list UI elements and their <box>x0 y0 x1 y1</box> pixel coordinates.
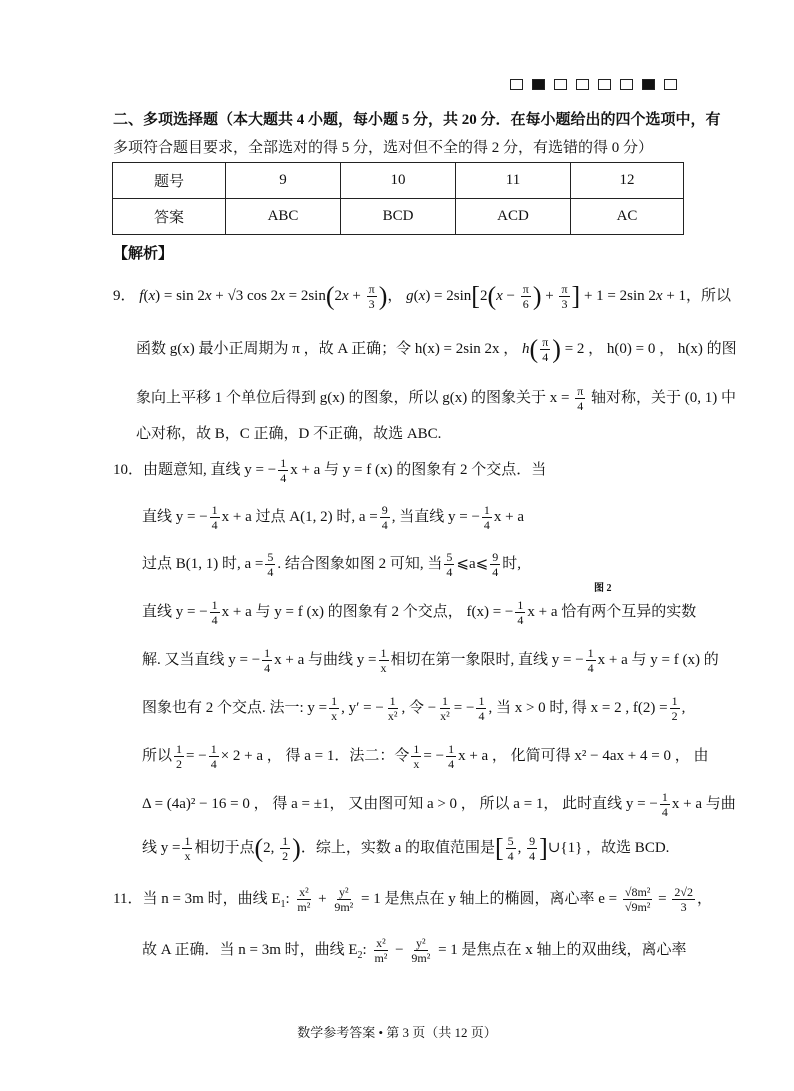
q10-line8: Δ = (4a)² − 16 = 0 ， 得 a = ±1， 又由图可知 a > 0 ， 所以 a = 1， 此时直线 y = − $\frac{1}{4}$ x + a 与曲 <box>142 790 736 819</box>
question-number: 11 <box>456 163 571 199</box>
q10-line7: 所以 $\frac{1}{2}$ = − $\frac{1}{4}$ × 2 + a ， 得 a = 1．法二：令 $\frac{1}{x}$ = − $\frac{1}{4}$ x + a ， 化简可得 x² − 4ax + 4 = 0 ， 由 <box>142 742 709 771</box>
question-number: 10 <box>341 163 456 199</box>
page-marker <box>664 79 677 90</box>
row-label: 题号 <box>113 163 226 199</box>
q11-line2: 故 A 正确．当 n = 3m 时，曲线 $E_2$: $\frac{\text{x²}}{\text{m²}}$ − $\frac{\text{y²}}{\text{9m²}}$ = 1 是焦点在 x 轴上的双曲线，离心率 <box>142 936 687 965</box>
q9-line3: 象向上平移 1 个单位后得到 g(x) 的图象，所以 g(x) 的图象关于 x = $\frac{\pi}{4}$ 轴对称，关于 (0, 1) 中 <box>136 384 737 413</box>
q10-line5: 解. 又当直线 y = − $\frac{1}{4}$ x + a 与曲线 y = $\frac{1}{x}$ 相切在第一象限时, 直线 y = − $\frac{1}{4}$ x + a 与 y = f (x) 的 <box>142 646 719 675</box>
page-marker <box>510 79 523 90</box>
table-row <box>113 199 684 235</box>
figure-label: 图 2 <box>594 583 612 594</box>
page-marker <box>554 79 567 90</box>
page-marker <box>598 79 611 90</box>
row-label: 答案 <box>113 199 226 235</box>
analysis-label: 【解析】 <box>113 246 174 262</box>
page-footer: 数学参考答案 • 第 3 页（共 12 页） <box>297 1025 497 1040</box>
page-marker <box>642 79 655 90</box>
table-row <box>113 163 684 199</box>
page-marker <box>620 79 633 90</box>
q9-line4: 心对称，故 B，C 正确，D 不正确，故选 ABC. <box>136 426 442 442</box>
section-subtitle: 多项符合题目要求，全部选对的得 5 分，选对但不全的得 2 分，有选错的得 0 分） <box>113 140 654 156</box>
answer-table <box>112 162 684 235</box>
question-number: 12 <box>571 163 684 199</box>
q10-line3: 过点 B(1, 1) 时, a = $\frac{5}{4}$ . 结合图象如图 2 可知, 当 $\frac{5}{4}$ ⩽a⩽ $\frac{9}{4}$ 时, <box>142 550 521 579</box>
q10-line9: 线 y = $\frac{1}{x}$ 相切于点(2, $\frac{1}{2}$ )．综上，实数 a 的取值范围是[ $\frac{5}{4}$ , $\frac{9}{4}$ ]∪{1} ，故选 BCD. <box>142 833 670 863</box>
q10-line2: 直线 y = − $\frac{1}{4}$ x + a 过点 A(1, 2) 时, a = $\frac{9}{4}$ , 当直线 y = − $\frac{1}{4}$ x + a <box>142 503 525 532</box>
page-marker <box>576 79 589 90</box>
q9-line1: 9． f(x) = sin 2x + √3 cos 2x = 2sin(2x + $\frac{\pi}{3}$ )， g(x) = 2sin[2(x − $\frac{\pi}{6}$ ) + $\frac{\pi}{3}$ ] + 1 = 2sin 2x + 1，所以 <box>113 281 732 311</box>
q10-line1: 10．由题意知, 直线 y = − $\frac{1}{4}$ x + a 与 y = f (x) 的图象有 2 个交点．当 <box>113 456 547 485</box>
answer-cell: ABC <box>226 199 341 235</box>
page-marker <box>532 79 545 90</box>
q10-line4: 直线 y = − $\frac{1}{4}$ x + a 与 y = f (x) 的图象有 2 个交点， f(x) = − $\frac{1}{4}$ x + a 恰有两个互异的实数 <box>142 598 697 627</box>
section-title: 二、多项选择题（本大题共 4 小题，每小题 5 分，共 20 分．在每小题给出的四个选项中，有 <box>113 112 721 128</box>
answer-cell: BCD <box>341 199 456 235</box>
question-number: 9 <box>226 163 341 199</box>
answer-cell: ACD <box>456 199 571 235</box>
q10-line6: 图象也有 2 个交点. 法一: y = $\frac{1}{x}$ , y′ = − $\frac{1}{\text{x²}}$ , 令 − $\frac{1}{\text{x²}}$ = − $\frac{1}{4}$ , 当 x > 0 时, 得 x = 2 , f(2) = $\frac{1}{2}$ , <box>142 694 686 723</box>
answer-cell: AC <box>571 199 684 235</box>
q11-line1: 11．当 n = 3m 时，曲线 $E_1$: $\frac{\text{x²}}{\text{m²}}$ + $\frac{\text{y²}}{\text{9m²}}$ = 1 是焦点在 y 轴上的椭圆，离心率 e = $\frac{\text{√8m²}}{\text{√9m²}}$ = $\frac{2√2}{3}$ ， <box>113 885 712 914</box>
q9-line2: 函数 g(x) 最小正周期为 π ，故 A 正确；令 h(x) = 2sin 2x ， h( $\frac{\pi}{4}$ ) = 2 ， h(0) = 0 ， h(x) 的图 <box>136 334 737 364</box>
page-marker-strip <box>510 79 677 90</box>
